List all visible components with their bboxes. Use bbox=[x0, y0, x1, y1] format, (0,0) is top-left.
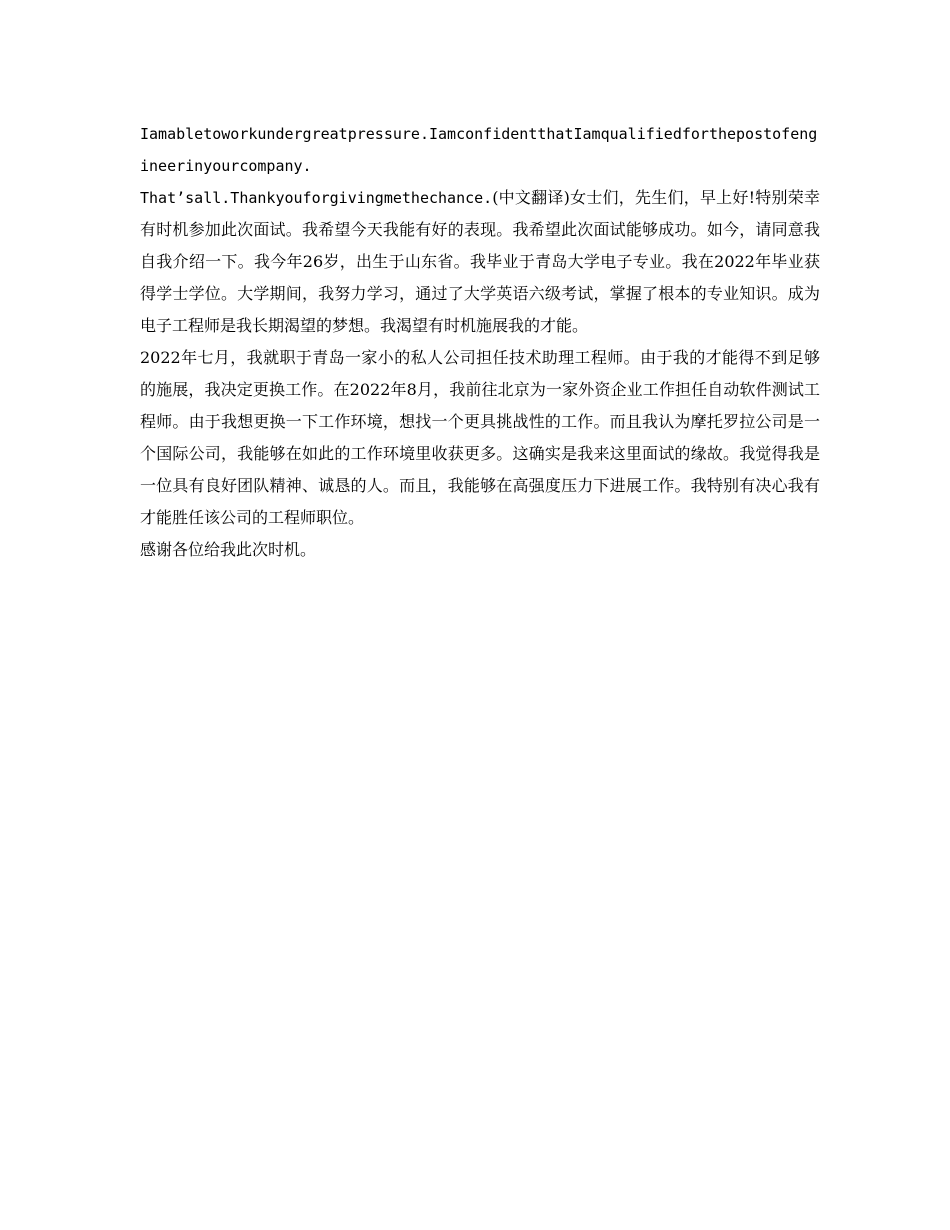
paragraph-chinese-closing: 感谢各位给我此次时机。 bbox=[140, 540, 317, 559]
paragraph-english-thanks: That’sall.Thankyouforgivingmethechance. bbox=[140, 189, 493, 207]
document-body bbox=[140, 118, 820, 566]
paragraph-thanks-and-translation bbox=[140, 182, 820, 342]
paragraph-english-text: Iamabletoworkundergreatpressure.IamconfidentthatIamqualifiedforthepostofengineerinyourcompany. bbox=[140, 125, 818, 175]
paragraph-english-pressure bbox=[140, 118, 820, 182]
paragraph-chinese-intro: (中文翻译)女士们，先生们，早上好!特别荣幸有时机参加此次面试。我希望今天我能有好的表现。我希望此次面试能够成功。如今，请同意我自我介绍一下。我今年26岁，出生于山东省。我毕业于青岛大学电子专业。我在2022年毕业获得学士学位。大学期间，我努力学习，通过了大学英语六级考试，掌握了根本的专业知识。成为电子工程师是我长期渴望的梦想。我渴望有时机施展我的才能。 bbox=[140, 188, 820, 335]
paragraph-chinese-career: 2022年七月，我就职于青岛一家小的私人公司担任技术助理工程师。由于我的才能得不到足够的施展，我决定更换工作。在2022年8月，我前往北京为一家外资企业工作担任自动软件测试工程师。由于我想更换一下工作环境，想找一个更具挑战性的工作。而且我认为摩托罗拉公司是一个国际公司，我能够在如此的工作环境里收获更多。这确实是我来这里面试的缘故。我觉得我是一位具有良好团队精神、诚恳的人。而且，我能够在高强度压力下进展工作。我特别有决心我有才能胜任该公司的工程师职位。 bbox=[140, 348, 820, 527]
